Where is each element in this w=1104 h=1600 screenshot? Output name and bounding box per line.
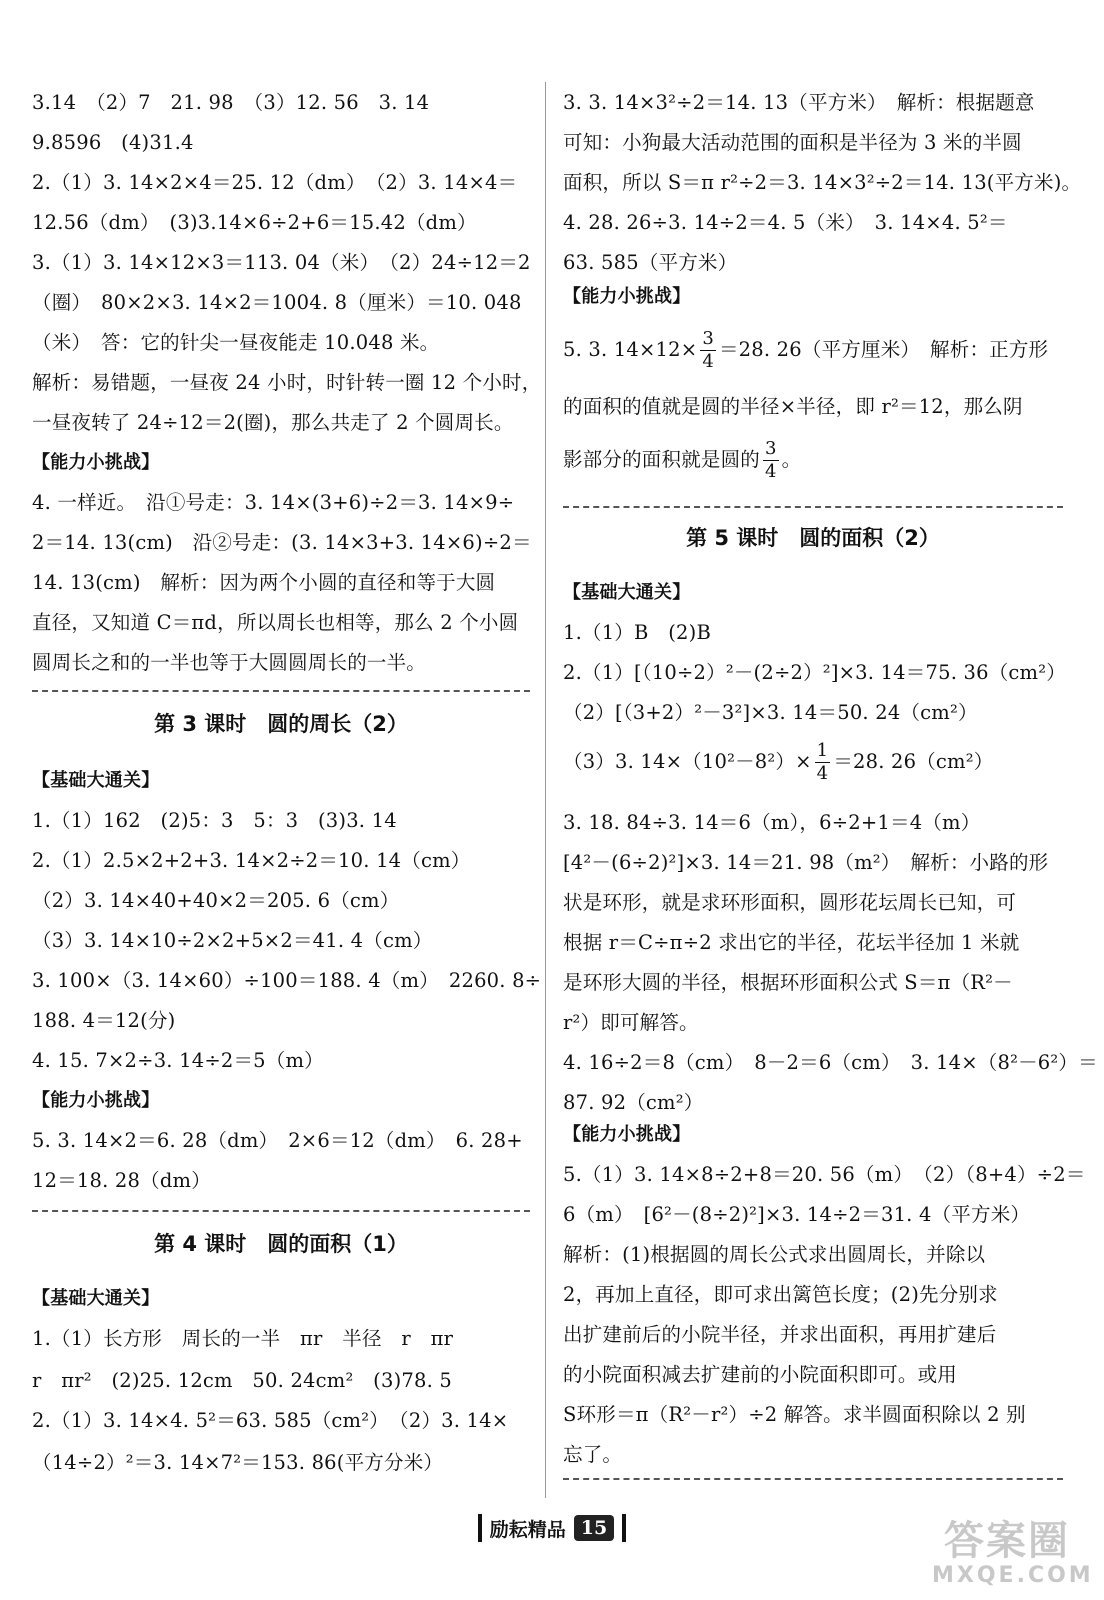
answer-line: [4²－(6÷2)²]×3. 14＝21. 98（m²） 解析：小路的形 <box>563 851 1049 874</box>
fraction-denominator: 4 <box>765 461 777 482</box>
section-separator <box>32 690 530 692</box>
answer-line: 面积，所以 S＝π r²÷2＝3. 14×3²÷2＝14. 13(平方米)。 <box>563 171 1082 194</box>
answer-line: 87. 92（cm²） <box>563 1091 704 1114</box>
answer-line: （圈） 80×2×3. 14×2＝1004. 8（厘米）＝10. 048 <box>32 291 522 314</box>
fraction <box>700 330 716 371</box>
answer-line: 2.（1）[（10÷2）²－(2÷2）²]×3. 14＝75. 36（cm²） <box>563 661 1066 684</box>
basic-heading: 【基础大通关】 <box>32 1288 160 1309</box>
answer-line: 14. 13(cm) 解析：因为两个小圆的直径和等于大圆 <box>32 571 496 594</box>
answer-line: r²）即可解答。 <box>563 1011 699 1034</box>
challenge-heading: 【能力小挑战】 <box>32 452 160 473</box>
lesson-5-title: 第 5 课时 圆的面积（2） <box>686 526 940 550</box>
footer-brand: 励耘精品 <box>489 1518 566 1541</box>
answer-line: 3.（1）3. 14×12×3＝113. 04（米） （2）24÷12＝2 <box>32 251 531 274</box>
lesson-4-title: 第 4 课时 圆的面积（1） <box>154 1232 408 1256</box>
answer-line: （2）[（3+2）²－3²]×3. 14＝50. 24（cm²） <box>563 701 978 724</box>
watermark-logo: 答案圈 <box>944 1518 1070 1564</box>
answer-line: 直径，又知道 C＝πd，所以周长也相等，那么 2 个小圆 <box>32 611 519 634</box>
answer-line: 的面积的值就是圆的半径×半径，即 r²＝12，那么阴 <box>563 395 1023 418</box>
answer-text: 影部分的面积就是圆的 <box>563 448 761 471</box>
answer-line: r πr² (2)25. 12cm 50. 24cm² (3)78. 5 <box>32 1369 453 1392</box>
answer-line: 解析：易错题，一昼夜 24 小时，时针转一圈 12 个小时， <box>32 371 542 394</box>
answer-line: 4. 28. 26÷3. 14÷2＝4. 5（米） 3. 14×4. 5²＝ <box>563 211 1008 234</box>
answer-line: 是环形大圆的半径，根据环形面积公式 S＝π（R²－ <box>563 971 1013 994</box>
answer-line: （2）3. 14×40+40×2＝205. 6（cm） <box>32 889 400 912</box>
answer-line: 2.（1）3. 14×4. 5²＝63. 585（cm²） （2）3. 14× <box>32 1409 509 1432</box>
answer-line: 的小院面积减去扩建前的小院面积即可。或用 <box>563 1363 958 1386</box>
right-column <box>563 0 1098 1600</box>
answer-line: 1.（1）B (2)B <box>563 621 711 644</box>
answer-line: 9.8596 (4)31.4 <box>32 131 194 154</box>
answer-text: （3）3. 14×（10²－8²）× <box>563 750 812 773</box>
fraction-answer-line <box>563 440 1063 481</box>
fraction <box>763 440 779 481</box>
basic-heading: 【基础大通关】 <box>32 770 160 791</box>
answer-line: 5. 3. 14×2＝6. 28（dm） 2×6＝12（dm） 6. 28+ <box>32 1129 523 1152</box>
answer-line: （3）3. 14×10÷2×2+5×2＝41. 4（cm） <box>32 929 433 952</box>
footer-bar-left <box>478 1514 482 1542</box>
answer-line: 1.（1）长方形 周长的一半 πr 半径 r πr <box>32 1327 454 1350</box>
answer-line: 一昼夜转了 24÷12＝2(圈)，那么共走了 2 个圆周长。 <box>32 411 514 434</box>
answer-text: 5. 3. 14×12× <box>563 338 698 361</box>
fraction-denominator: 4 <box>702 351 714 372</box>
left-column <box>32 0 542 1600</box>
answer-line: 根据 r＝C÷π÷2 求出它的半径，花坛半径加 1 米就 <box>563 931 1020 954</box>
answer-line: 3. 3. 14×3²÷2＝14. 13（平方米） 解析：根据题意 <box>563 91 1035 114</box>
fraction-numerator: 3 <box>765 438 777 459</box>
footer-bar-right <box>622 1514 626 1542</box>
lesson-3-title: 第 3 课时 圆的周长（2） <box>154 712 408 736</box>
answer-line: 出扩建前后的小院半径，并求出面积，再用扩建后 <box>563 1323 997 1346</box>
column-divider <box>545 82 546 1498</box>
answer-line: 2.（1）3. 14×2×4＝25. 12（dm） （2）3. 14×4＝ <box>32 171 518 194</box>
fraction-answer-line <box>563 330 1063 371</box>
answer-line: 忘了。 <box>563 1443 623 1466</box>
answer-line: 可知：小狗最大活动范围的面积是半径为 3 米的半圆 <box>563 131 1022 154</box>
challenge-heading: 【能力小挑战】 <box>563 1124 691 1145</box>
watermark-text: MXQE.COM <box>932 1563 1094 1588</box>
answer-line: 2，再加上直径，即可求出篱笆长度；(2)先分别求 <box>563 1283 998 1306</box>
section-separator <box>563 1478 1063 1480</box>
answer-line: 4. 16÷2＝8（cm） 8－2＝6（cm） 3. 14×（8²－6²）＝ <box>563 1051 1098 1074</box>
answer-line: 解析：(1)根据圆的周长公式求出圆周长，并除以 <box>563 1243 986 1266</box>
answer-line: 12.56（dm） (3)3.14×6÷2+6＝15.42（dm） <box>32 211 477 234</box>
answer-text: ＝28. 26（cm²） <box>833 750 994 773</box>
answer-line: 4. 一样近。 沿①号走：3. 14×(3+6)÷2＝3. 14×9÷ <box>32 491 515 514</box>
answer-line: （14÷2）²＝3. 14×7²＝153. 86(平方分米） <box>32 1451 444 1474</box>
answer-line: （米） 答：它的针尖一昼夜能走 10.048 米。 <box>32 331 440 354</box>
answer-text: 。 <box>781 448 802 471</box>
answer-line: 63. 585（平方米） <box>563 251 738 274</box>
answer-line: 3. 18. 84÷3. 14＝6（m），6÷2+1＝4（m） <box>563 811 981 834</box>
fraction-numerator: 1 <box>816 740 829 761</box>
answer-text: ＝28. 26（平方厘米） 解析：正方形 <box>718 338 1049 361</box>
fraction-numerator: 3 <box>702 328 714 349</box>
basic-heading: 【基础大通关】 <box>563 582 691 603</box>
answer-line: S环形＝π（R²－r²）÷2 解答。求半圆面积除以 2 别 <box>563 1403 1026 1426</box>
fraction-denominator: 4 <box>816 763 829 784</box>
challenge-heading: 【能力小挑战】 <box>32 1090 160 1111</box>
answer-line: 圆周长之和的一半也等于大圆圆周长的一半。 <box>32 651 427 674</box>
challenge-heading: 【能力小挑战】 <box>563 286 691 307</box>
answer-line: 2.（1）2.5×2+2+3. 14×2÷2＝10. 14（cm） <box>32 849 471 872</box>
page-number: 15 <box>574 1515 614 1541</box>
footer-brand-block <box>478 1514 626 1542</box>
answer-line: 12＝18. 28（dm） <box>32 1169 211 1192</box>
answer-line: 188. 4＝12(分) <box>32 1009 176 1032</box>
section-separator <box>32 1210 530 1212</box>
answer-line: 3.14 （2）7 21. 98 （3）12. 56 3. 14 <box>32 91 430 114</box>
fraction <box>815 742 831 783</box>
answer-line: 5.（1）3. 14×8÷2+8＝20. 56（m） （2）（8+4）÷2＝ <box>563 1163 1086 1186</box>
answer-line: 1.（1）162 (2)5：3 5：3 (3)3. 14 <box>32 809 397 832</box>
answer-line: 3. 100×（3. 14×60）÷100＝188. 4（m） 2260. 8÷ <box>32 969 542 992</box>
answer-line: 4. 15. 7×2÷3. 14÷2＝5（m） <box>32 1049 324 1072</box>
watermark <box>932 1518 1094 1588</box>
answer-line: 2＝14. 13(cm) 沿②号走：(3. 14×3+3. 14×6)÷2＝ <box>32 531 532 554</box>
answer-line: 6（m） [6²－(8÷2)²]×3. 14÷2＝31. 4（平方米） <box>563 1203 1031 1226</box>
answer-line: 状是环形，就是求环形面积，圆形花坛周长已知，可 <box>563 891 1017 914</box>
fraction-answer-line <box>563 742 1063 783</box>
section-separator <box>563 506 1063 508</box>
